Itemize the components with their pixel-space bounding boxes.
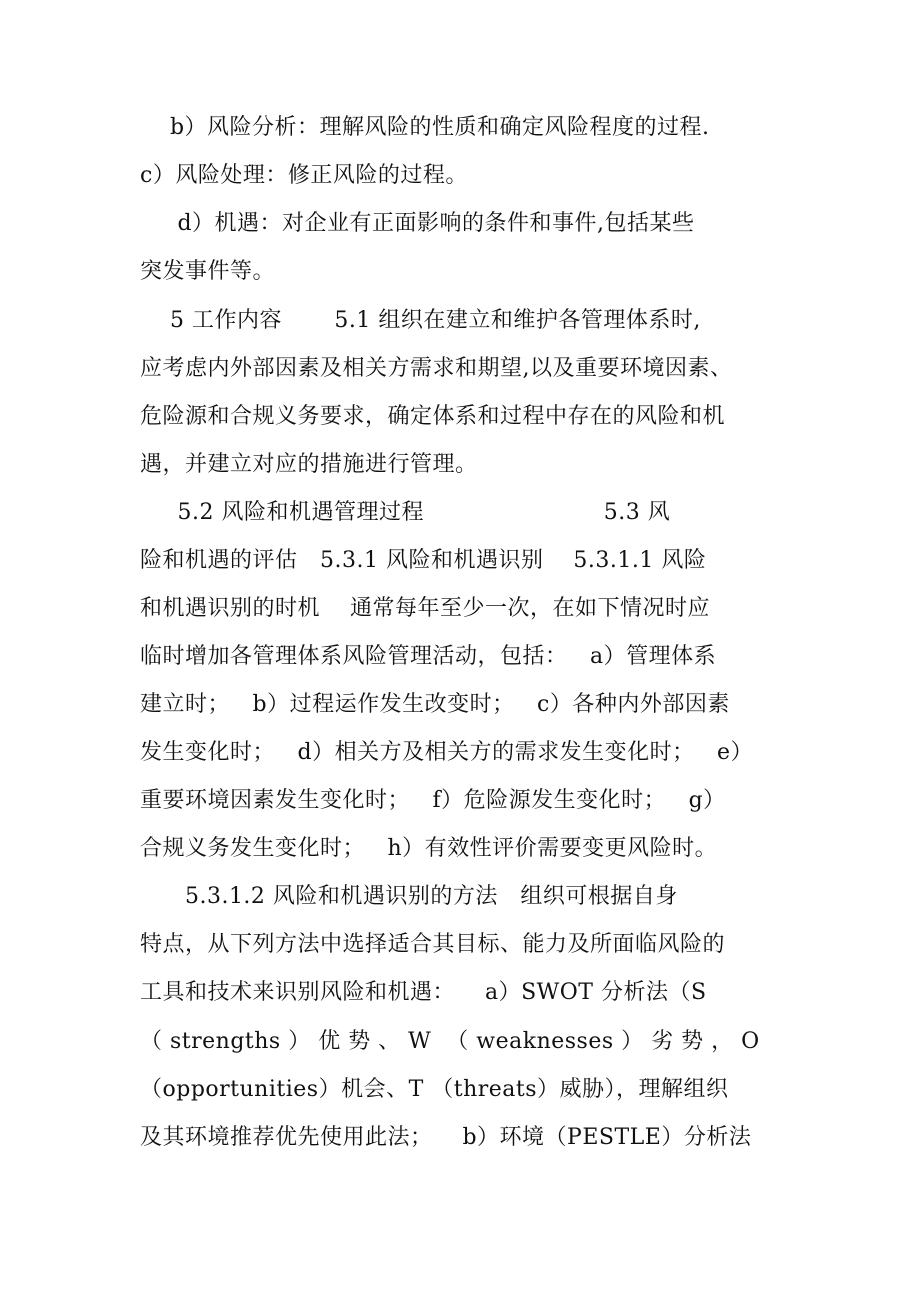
text-line: 特点，从下列方法中选择适合其目标、能力及所面临风险的 xyxy=(140,932,726,957)
text-line: 突发事件等。 xyxy=(140,259,276,284)
text-line: 险和机遇的评估 5.3.1 风险和机遇识别 5.3.1.1 风险 xyxy=(140,548,707,573)
text-line: 5 工作内容 5.1 组织在建立和维护各管理体系时, xyxy=(140,308,701,333)
text-line: 危险源和合规义务要求，确定体系和过程中存在的风险和机 xyxy=(140,404,726,429)
text-line: d）机遇：对企业有正面影响的条件和事件,包括某些 xyxy=(140,211,695,236)
text-line: 重要环境因素发生变化时； f）危险源发生变化时； g） xyxy=(140,788,726,813)
text-line: （opportunities）机会、T （threats）威胁），理解组织 xyxy=(140,1077,729,1102)
text-line: 5.3.1.2 风险和机遇识别的方法 组织可根据自身 xyxy=(140,884,678,909)
text-line: （ strengths ） 优 势 、 W （ weaknesses ） 劣 势 ， O xyxy=(140,1029,760,1054)
text-line: 应考虑内外部因素及相关方需求和期望,以及重要环境因素、 xyxy=(140,356,733,381)
text-line: 5.2 风险和机遇管理过程 5.3 风 xyxy=(140,500,671,525)
text-line: 建立时； b）过程运作发生改变时； c）各种内外部因素 xyxy=(140,692,730,717)
text-line: 发生变化时； d）相关方及相关方的需求发生变化时； e） xyxy=(140,740,754,765)
text-line: b）风险分析：理解风险的性质和确定风险程度的过程. xyxy=(140,115,710,140)
text-line: 和机遇识别的时机 通常每年至少一次，在如下情况时应 xyxy=(140,596,710,621)
text-line: 及其环境推荐优先使用此法； b）环境（PESTLE）分析法 xyxy=(140,1125,752,1150)
text-line: 遇，并建立对应的措施进行管理。 xyxy=(140,452,478,477)
text-line: 临时增加各管理体系风险管理活动，包括： a）管理体系 xyxy=(140,644,717,669)
text-line: c）风险处理：修正风险的过程。 xyxy=(140,163,468,188)
text-line: 合规义务发生变化时； h）有效性评价需要变更风险时。 xyxy=(140,836,718,861)
text-line: 工具和技术来识别风险和机遇： a）SWOT 分析法（S xyxy=(140,980,707,1005)
